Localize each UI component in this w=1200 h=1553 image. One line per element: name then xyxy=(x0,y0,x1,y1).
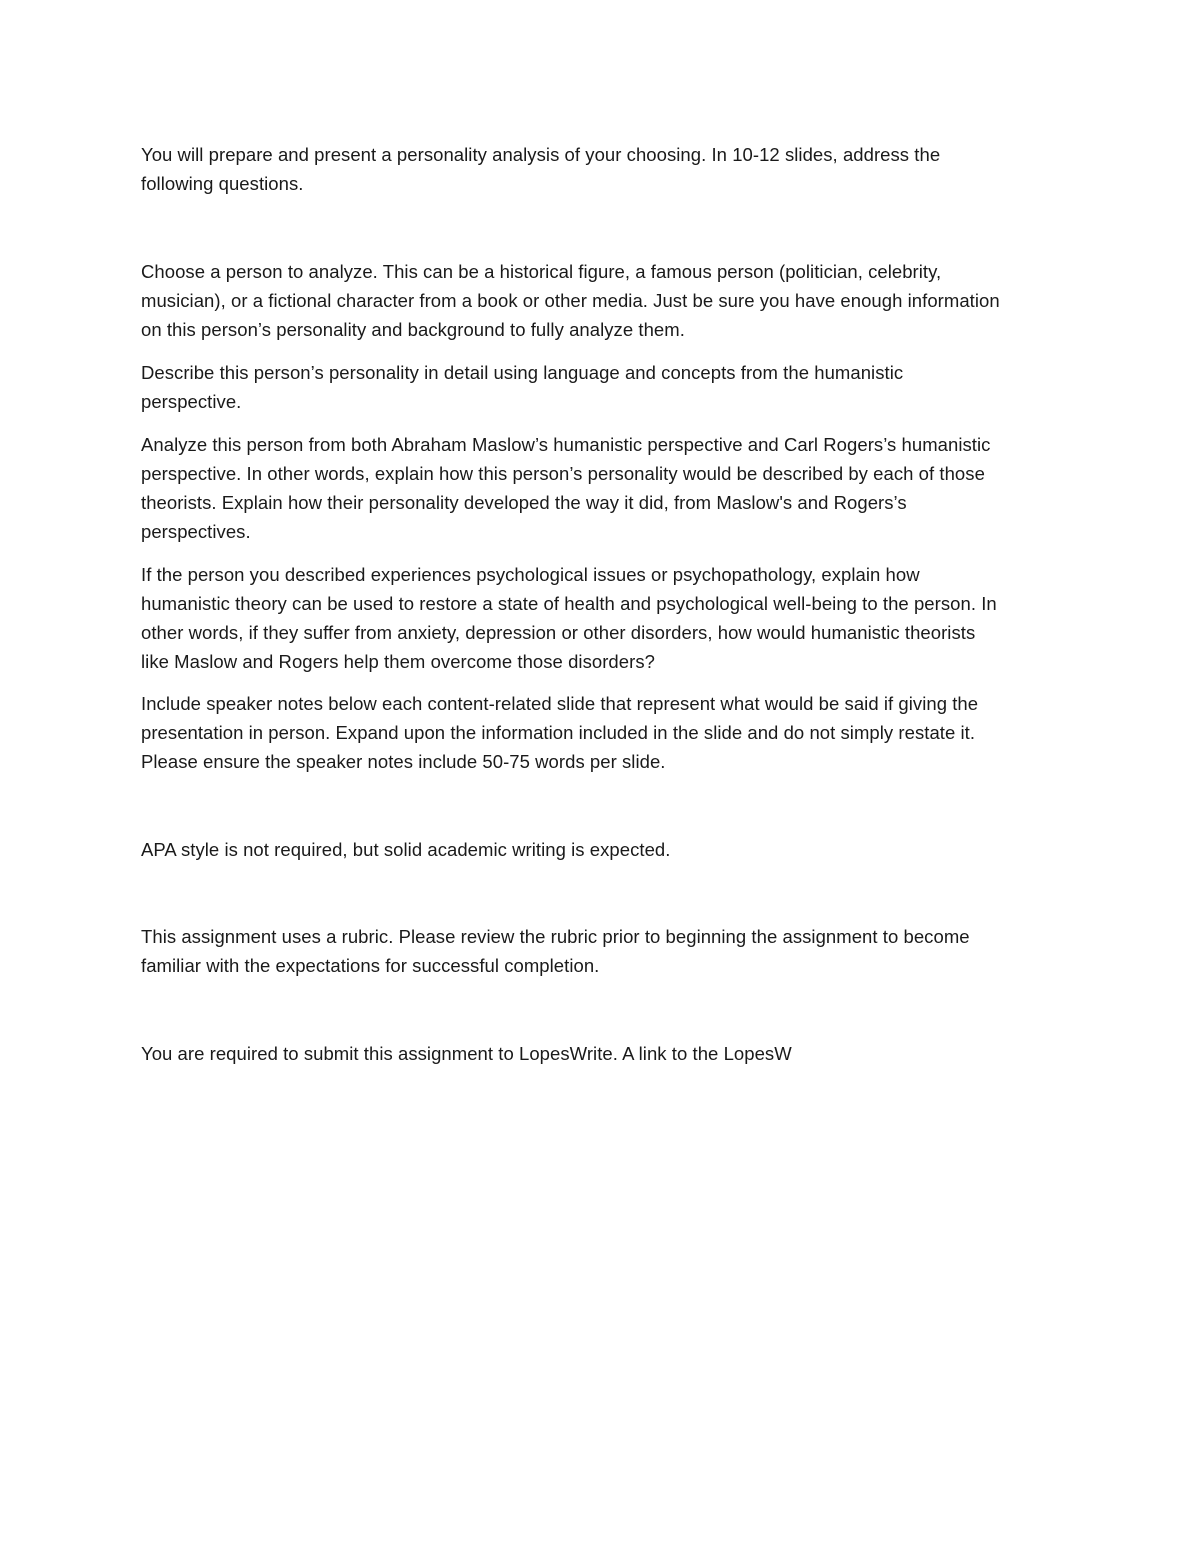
paragraph-psychopathology xyxy=(141,561,1081,677)
text-line: following questions. xyxy=(141,172,304,194)
paragraph-speaker-notes xyxy=(141,690,1081,777)
paragraph-choose-person xyxy=(141,258,1081,345)
text-line: other words, if they suffer from anxiety, depression or other disorders, how would humanistic theorists xyxy=(141,621,976,643)
paragraph-rubric xyxy=(141,923,1081,981)
text-line: perspective. In other words, explain how this person’s personality would be described by each of those xyxy=(141,462,985,484)
text-line: theorists. Explain how their personality developed the way it did, from Maslow's and Rogers’s xyxy=(141,491,907,513)
paragraph-lopeswrite xyxy=(141,1040,1081,1069)
text-line: This assignment uses a rubric. Please review the rubric prior to beginning the assignment to become xyxy=(141,926,970,947)
text-line: on this person’s personality and background to fully analyze them. xyxy=(141,318,685,340)
text-line: Choose a person to analyze. This can be a historical figure, a famous person (politician, celebrity, xyxy=(141,261,942,282)
text-line: You are required to submit this assignment to LopesWrite. A link to the LopesW xyxy=(141,1043,792,1064)
text-line: Please ensure the speaker notes include 50-75 words per slide. xyxy=(141,750,666,772)
text-line: Describe this person’s personality in detail using language and concepts from the humanistic xyxy=(141,362,904,383)
text-line: If the person you described experiences psychological issues or psychopathology, explain how xyxy=(141,564,920,585)
text-line: humanistic theory can be used to restore a state of health and psychological well-being to the person. In xyxy=(141,592,997,614)
text-line: perspectives. xyxy=(141,520,251,542)
paragraph-apa-style xyxy=(141,836,1081,865)
paragraph-describe-personality xyxy=(141,359,1081,417)
text-line: You will prepare and present a personality analysis of your choosing. In 10-12 slides, address the xyxy=(141,144,941,165)
paragraph-analyze-maslow-rogers xyxy=(141,431,1081,547)
text-line: APA style is not required, but solid academic writing is expected. xyxy=(141,839,671,860)
text-line: musician), or a fictional character from a book or other media. Just be sure you have enough information xyxy=(141,289,1000,311)
text-line: familiar with the expectations for successful completion. xyxy=(141,954,600,976)
paragraph-intro xyxy=(141,141,1081,199)
text-line: Analyze this person from both Abraham Maslow’s humanistic perspective and Carl Rogers’s humanistic xyxy=(141,434,991,455)
text-line: Include speaker notes below each content-related slide that represent what would be said if giving the xyxy=(141,693,979,714)
text-line: like Maslow and Rogers help them overcome those disorders? xyxy=(141,650,655,672)
text-line: perspective. xyxy=(141,390,242,412)
text-line: presentation in person. Expand upon the information included in the slide and do not simply restate it. xyxy=(141,721,976,743)
